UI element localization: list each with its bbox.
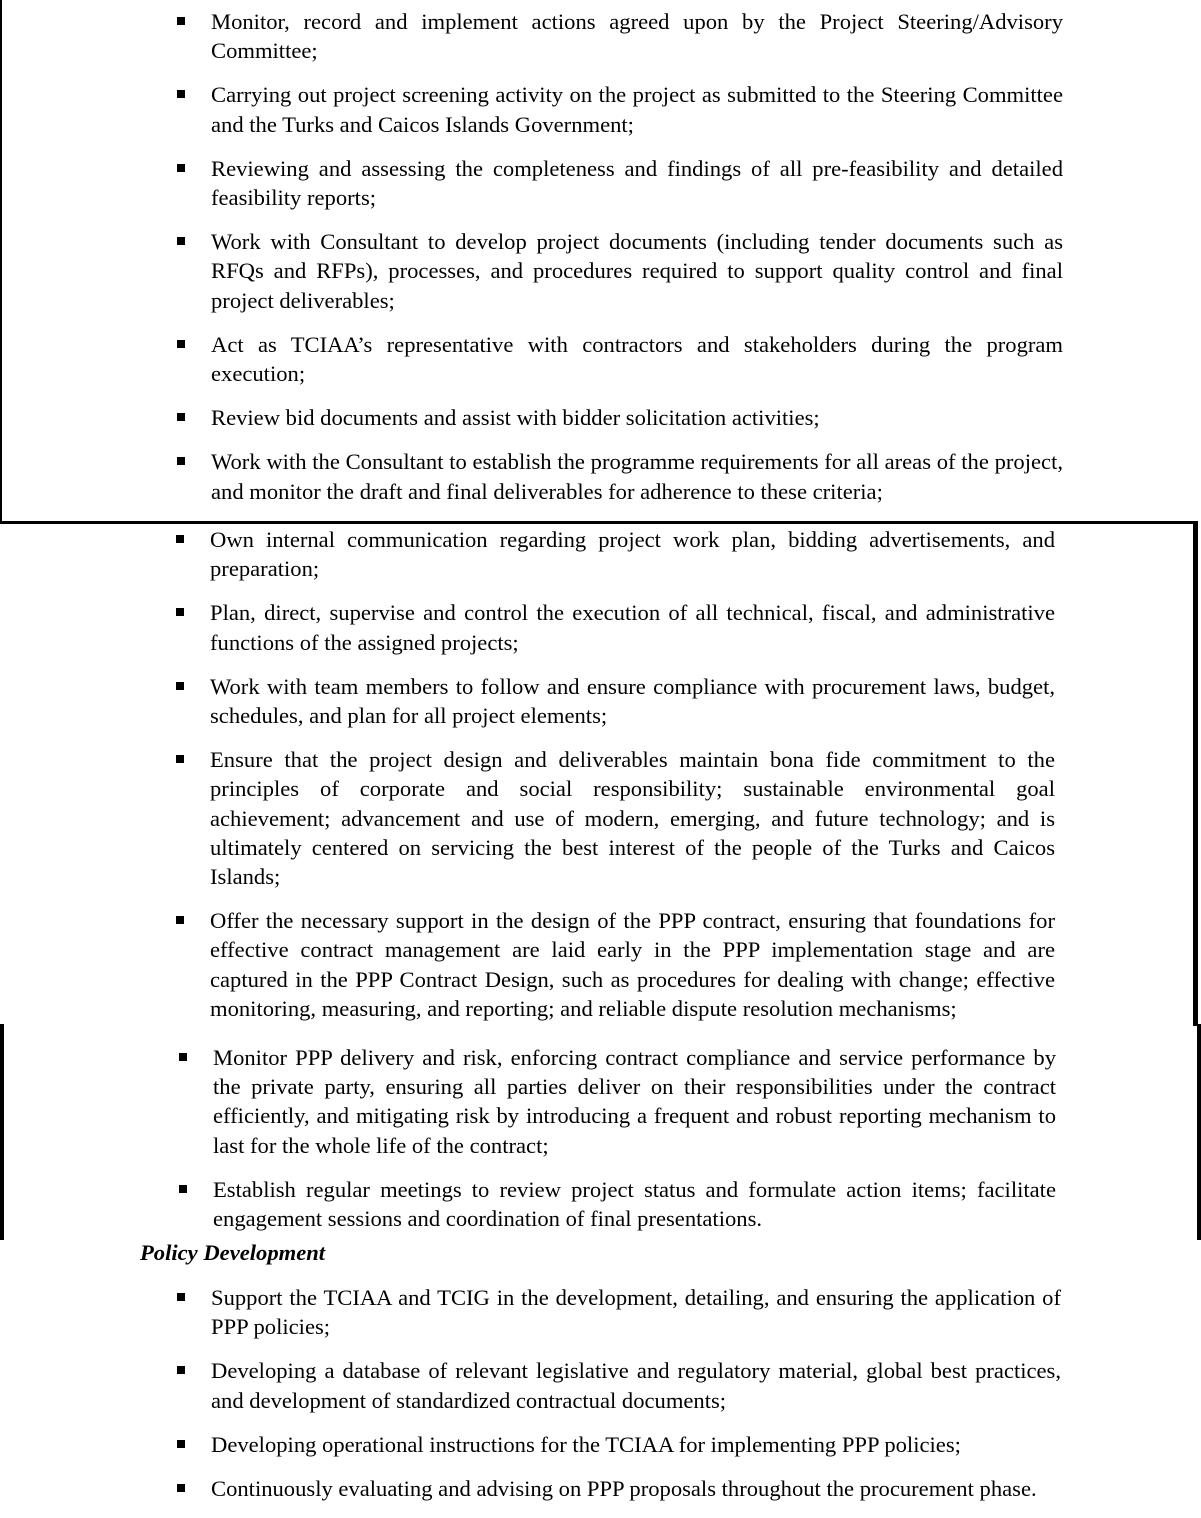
list-item-text: Act as TCIAA’s representative with contractors and stakeholders during the program execution; (211, 331, 1063, 387)
list-item (176, 745, 1055, 891)
square-bullet-icon (176, 916, 184, 924)
square-bullet-icon (179, 1185, 187, 1193)
square-bullet-icon (177, 1440, 185, 1448)
square-bullet-icon (177, 340, 185, 348)
list-item-text: Establish regular meetings to review project status and formulate action items; facilitate engagement sessions and coordination of final presentations. (213, 1176, 1056, 1232)
list-item (179, 1043, 1056, 1160)
list-item-text: Own internal communication regarding project work plan, bidding advertisements, and preparation; (210, 527, 1055, 582)
list-item (177, 403, 1063, 432)
list-item (177, 1474, 1061, 1503)
square-bullet-icon (177, 90, 185, 98)
list-item (177, 154, 1063, 212)
section-heading-policy-development: Policy Development (140, 1240, 326, 1265)
square-bullet-icon (177, 413, 185, 421)
list-item (177, 1430, 1061, 1459)
list-item (177, 7, 1063, 65)
square-bullet-icon (177, 1293, 185, 1301)
list-item-text: Continuously evaluating and advising on PPP proposals throughout the procurement phase. (211, 1476, 1037, 1502)
square-bullet-icon (176, 755, 184, 763)
list-item-text: Work with the Consultant to establish the programme requirements for all areas of the project, and monitor the draft and final deliverables for adherence to these criteria; (211, 449, 1063, 504)
square-bullet-icon (177, 17, 185, 25)
list-item (176, 672, 1055, 730)
list-item (177, 80, 1063, 138)
list-item-text: Support the TCIAA and TCIG in the development, detailing, and ensuring the application of PPP policies; (211, 1285, 1061, 1340)
square-bullet-icon (176, 535, 184, 543)
list-item (176, 906, 1055, 1023)
list-item (177, 227, 1063, 315)
list-item-text: Ensure that the project design and deliverables maintain bona fide commitment to the principles of corporate and social responsibility; sustainable environmental goal achievement; advancement and use of modern, emerging, and future technology; and is ultimately centered on servicing the best interest of the people of the Turks and Caicos Islands; (210, 747, 1055, 890)
list-item-text: Carrying out project screening activity on the project as submitted to the Steering Committee and the Turks and Caicos Islands Government; (211, 82, 1063, 137)
list-item-text: Monitor PPP delivery and risk, enforcing contract compliance and service performance by the private party, ensuring all parties deliver on their responsibilities under the contract efficiently, and mitigating risk by introducing a frequent and robust reporting mechanism to last for the whole life of the contract; (213, 1045, 1056, 1158)
list-item-text: Work with Consultant to develop project documents (including tender documents such as RFQs and RFPs), processes, and procedures required to support quality control and final project deliverables; (211, 229, 1063, 313)
list-item (177, 447, 1063, 505)
list-item-text: Review bid documents and assist with bidder solicitation activities; (211, 405, 820, 431)
list-item (177, 1356, 1061, 1414)
list-item (176, 525, 1055, 583)
square-bullet-icon (177, 457, 185, 465)
list-item (177, 1283, 1061, 1341)
square-bullet-icon (177, 164, 185, 172)
list-item-text: Offer the necessary support in the design of the PPP contract, ensuring that foundations for effective contract management are laid early in the PPP implementation stage and are captured in the PPP Contract Design, such as procedures for dealing with change; effective monitoring, measuring, and reporting; and reliable dispute resolution mechanisms; (210, 908, 1055, 1021)
square-bullet-icon (177, 1484, 185, 1492)
responsibilities-list-part3 (179, 1043, 1056, 1248)
square-bullet-icon (177, 237, 185, 245)
square-bullet-icon (177, 1366, 185, 1374)
responsibilities-list-part2 (176, 525, 1055, 1038)
list-item-text: Monitor, record and implement actions agreed upon by the Project Steering/Advisory Committee; (211, 9, 1063, 64)
list-item-text: Reviewing and assessing the completeness and findings of all pre-feasibility and detailed feasibility reports; (211, 155, 1063, 211)
list-item (176, 598, 1055, 656)
list-item (179, 1175, 1056, 1233)
square-bullet-icon (179, 1053, 187, 1061)
square-bullet-icon (176, 682, 184, 690)
list-item-text: Plan, direct, supervise and control the execution of all technical, fiscal, and administrative functions of the assigned projects; (210, 600, 1055, 655)
list-item-text: Developing a database of relevant legislative and regulatory material, global best practices, and development of standardized contractual documents; (211, 1358, 1061, 1413)
list-item-text: Developing operational instructions for the TCIAA for implementing PPP policies; (211, 1431, 961, 1457)
list-item-text: Work with team members to follow and ensure compliance with procurement laws, budget, schedules, and plan for all project elements; (210, 673, 1055, 729)
list-item (177, 330, 1063, 388)
square-bullet-icon (176, 608, 184, 616)
responsibilities-list-part1 (177, 7, 1063, 521)
policy-development-list (177, 1283, 1061, 1518)
